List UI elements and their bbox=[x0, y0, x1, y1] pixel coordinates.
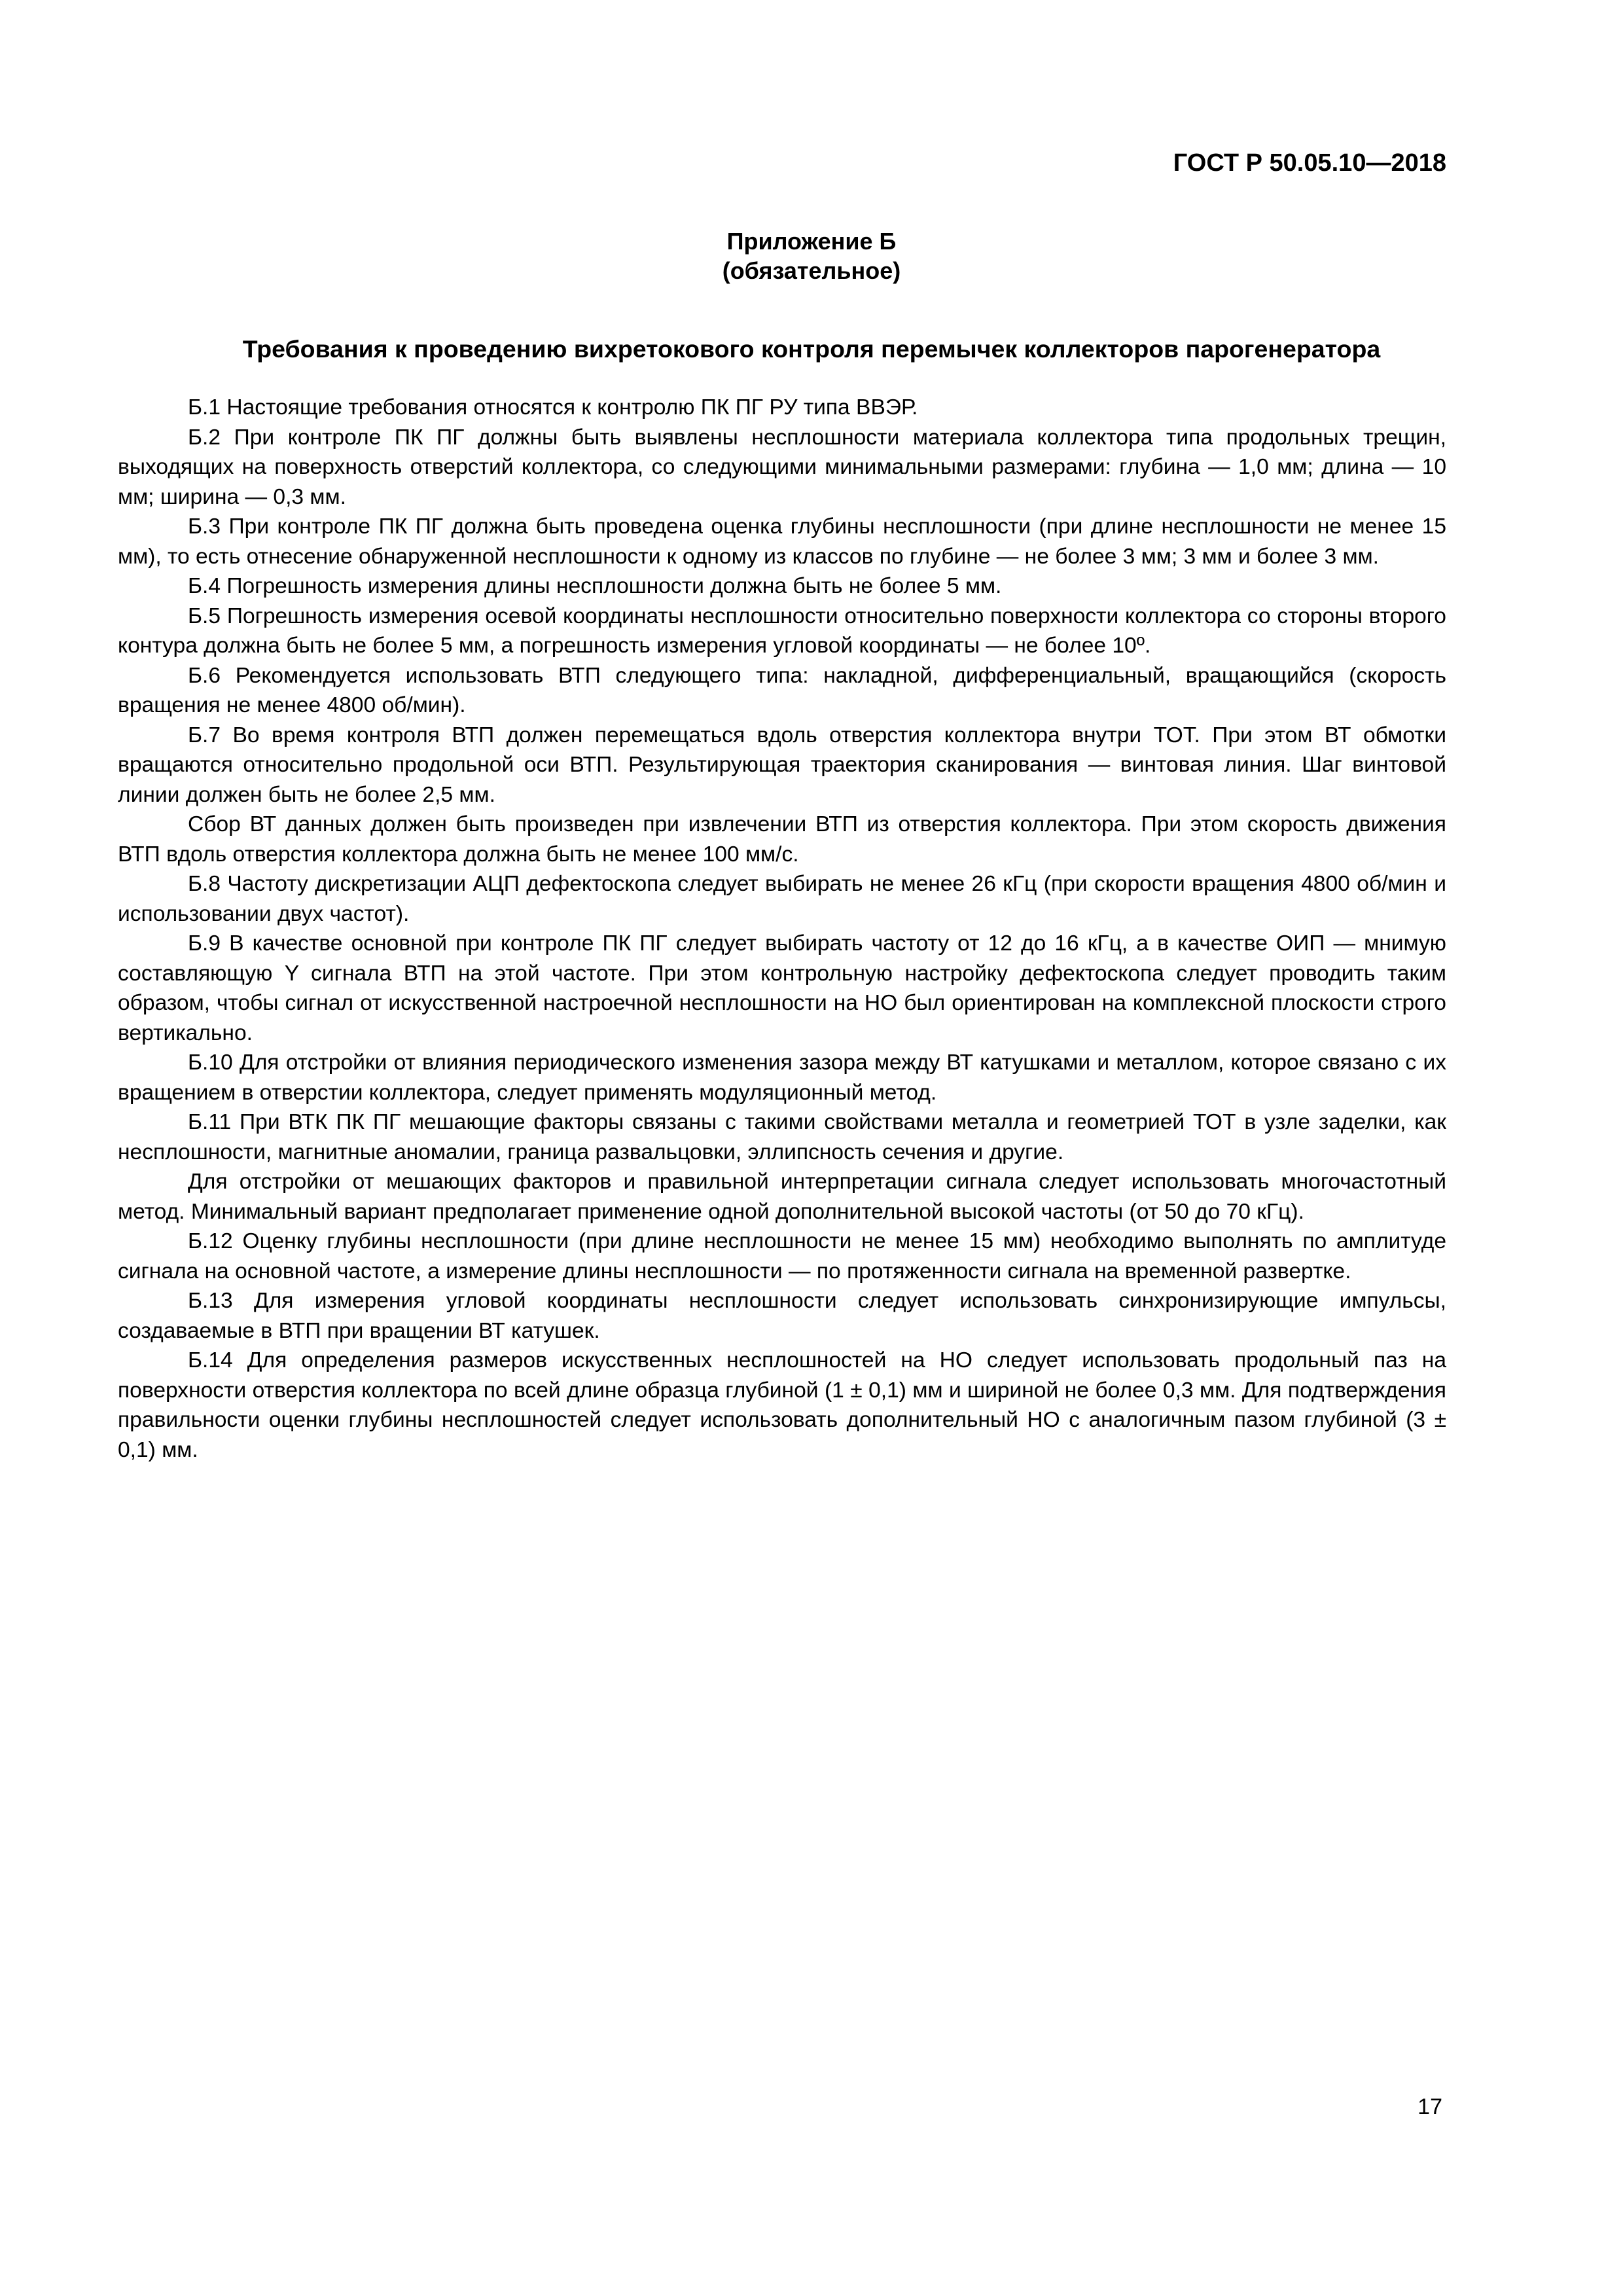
paragraph-b7: Б.7 Во время контроля ВТП должен перемещаться вдоль отверстия коллектора внутри ТОТ. При этом ВТ обмотки вращаются относительно продольной оси ВТП. Результирующая траектория сканирования — винтовая линия. Шаг винтовой линии должен быть не более 2,5 мм. bbox=[118, 723, 1446, 807]
appendix-status: (обязательное) bbox=[722, 257, 901, 284]
paragraph-b10: Б.10 Для отстройки от влияния периодического изменения зазора между ВТ катушками и металлом, которое связано с их вращением в отверстии коллектора, следует применять модуляционный метод. bbox=[118, 1050, 1446, 1105]
appendix-heading bbox=[0, 226, 1623, 285]
appendix-label: Приложение Б bbox=[726, 228, 897, 255]
paragraph-b2: Б.2 При контроле ПК ПГ должны быть выявлены несплошности материала коллектора типа продольных трещин, выходящих на поверхность отверстий коллектора, со следующими минимальными размерами: глубина — 1,0 мм; длина — 10 мм; ширина — 0,3 мм. bbox=[118, 425, 1446, 509]
standard-designation: ГОСТ Р 50.05.10—2018 bbox=[1173, 149, 1446, 177]
paragraph-b1: Б.1 Настоящие требования относятся к контролю ПК ПГ РУ типа ВВЭР. bbox=[188, 395, 918, 420]
paragraph-b7-continued: Сбор ВТ данных должен быть произведен при извлечении ВТП из отверстия коллектора. При этом скорость движения ВТП вдоль отверстия коллектора должна быть не менее 100 мм/с. bbox=[118, 812, 1446, 867]
requirements-body bbox=[118, 393, 1446, 1465]
paragraph-b3: Б.3 При контроле ПК ПГ должна быть проведена оценка глубины несплошности (при длине несплошности не менее 15 мм), то есть отнесение обнаруженной несплошности к одному из классов по глубине — не более 3 мм; 3 мм и более 3 мм. bbox=[118, 514, 1446, 569]
paragraph-b12: Б.12 Оценку глубины несплошности (при длине несплошности не менее 15 мм) необходимо выполнять по амплитуде сигнала на основной частоте, а измерение длины несплошности — по протяженности сигнала на временной развертке. bbox=[118, 1229, 1446, 1283]
paragraph-b11: Б.11 При ВТК ПК ПГ мешающие факторы связаны с такими свойствами металла и геометрией ТОТ в узле заделки, как несплошности, магнитные аномалии, граница развальцовки, эллипсность сечения и другие. bbox=[118, 1110, 1446, 1164]
section-title: Требования к проведению вихретокового контроля перемычек коллекторов парогенератора bbox=[242, 335, 1381, 363]
paragraph-b13: Б.13 Для измерения угловой координаты несплошности следует использовать синхронизирующие импульсы, создаваемые в ВТП при вращении ВТ катушек. bbox=[118, 1289, 1446, 1343]
paragraph-b5: Б.5 Погрешность измерения осевой координаты несплошности относительно поверхности коллектора со стороны второго контура должна быть не более 5 мм, а погрешность измерения угловой координаты — не более 10º. bbox=[118, 603, 1446, 658]
paragraph-b11-continued: Для отстройки от мешающих факторов и правильной интерпретации сигнала следует использовать многочастотный метод. Минимальный вариант предполагает применение одной дополнительной высокой частоты (от 50 до 70 кГц). bbox=[118, 1170, 1446, 1224]
paragraph-b9: Б.9 В качестве основной при контроле ПК ПГ следует выбирать частоту от 12 до 16 кГц, а в качестве ОИП — мнимую составляющую Y сигнала ВТП на этой частоте. При этом контрольную настройку дефектоскопа следует проводить таким образом, чтобы сигнал от искусственной настроечной несплошности на НО был ориентирован на комплексной плоскости строго вертикально. bbox=[118, 931, 1446, 1045]
paragraph-b8: Б.8 Частоту дискретизации АЦП дефектоскопа следует выбирать не менее 26 кГц (при скорости вращения 4800 об/мин и использовании двух частот). bbox=[118, 872, 1446, 926]
page-number: 17 bbox=[1418, 2094, 1442, 2119]
paragraph-b14: Б.14 Для определения размеров искусственных несплошностей на НО следует использовать продольный паз на поверхности отверстия коллектора по всей длине образца глубиной (1 ± 0,1) мм и шириной не более 0,3 мм. Для подтверждения правильности оценки глубины несплошностей следует использовать дополнительный НО с аналогичным пазом глубиной (3 ± 0,1) мм. bbox=[118, 1348, 1446, 1462]
paragraph-b6: Б.6 Рекомендуется использовать ВТП следующего типа: накладной, дифференциальный, вращающийся (скорость вращения не менее 4800 об/мин). bbox=[118, 663, 1446, 717]
paragraph-b4: Б.4 Погрешность измерения длины несплошности должна быть не более 5 мм. bbox=[188, 574, 1002, 598]
